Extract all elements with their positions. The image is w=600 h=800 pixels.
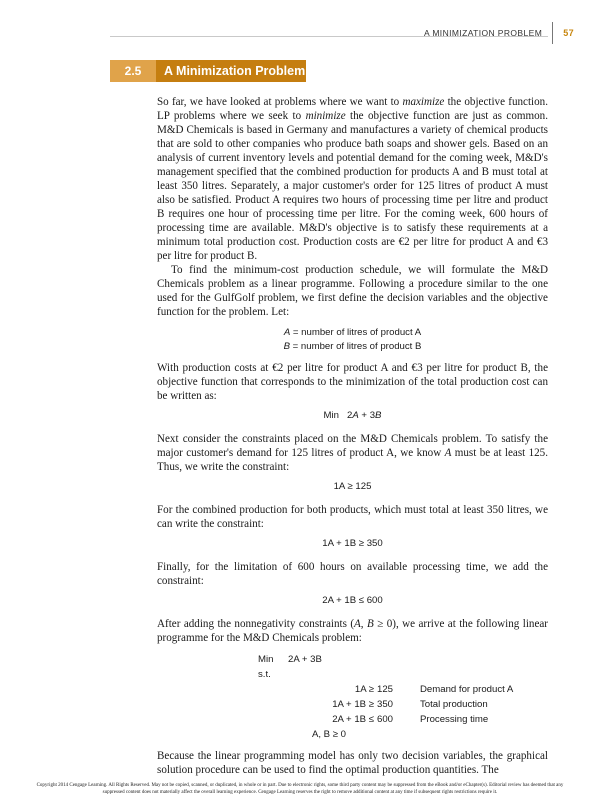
header-divider — [552, 22, 553, 44]
paragraph-graphical: Because the linear programming model has only two decision variables, the graphical solution procedure can be used to find the optimal production quantities. The — [157, 750, 548, 776]
constraint-time: 2A + 1B ≤ 600 — [322, 595, 383, 606]
definition-b: B = number of litres of product B — [283, 341, 422, 352]
definition-a: A = number of litres of product A — [283, 327, 422, 338]
objective-function: Min 2A + 3B — [323, 410, 382, 421]
paragraph-constraint-demand: Next consider the constraints placed on the M&D Chemicals problem. To satisfy the major customer's demand for 125 litres of product A, we know A must be at least 125. Thus, we write the constraint: — [157, 433, 548, 473]
running-header — [424, 22, 574, 44]
model-constraint-row: 2A + 1B ≤ 600 Processing time — [332, 714, 489, 725]
page-number: 57 — [563, 28, 574, 38]
constraint-demand: 1A ≥ 125 — [333, 481, 372, 492]
body-text — [157, 95, 548, 777]
model-nonnegativity: A, B ≥ 0 — [311, 729, 346, 740]
paragraph-formulate: To find the minimum-cost production schedule, we will formulate the M&D Chemicals problem as a linear programme. Following a procedure similar to the one used for the GulfGolf problem, we first define the decision variables and the objective function for the problem. Let: — [157, 264, 548, 318]
constraint-total: 1A + 1B ≥ 350 — [322, 538, 383, 549]
section-heading — [110, 60, 306, 82]
model-st: s.t. — [258, 669, 271, 680]
paragraph-objective: With production costs at €2 per litre for product A and €3 per litre for product B, the objective function that corresponds to the minimization of the total production cost can be written as: — [157, 362, 548, 402]
paragraph-constraint-total: For the combined production for both products, which must total at least 350 litres, we can write the constraint: — [157, 504, 548, 530]
model-constraint-row: 1A + 1B ≥ 350 Total production — [332, 699, 488, 710]
variable-definitions — [157, 326, 548, 354]
lp-model — [258, 652, 548, 742]
header-rule — [110, 36, 548, 37]
model-objective: Min 2A + 3B — [258, 654, 322, 665]
model-constraint-row: 1A ≥ 125 Demand for product A — [354, 684, 514, 695]
running-title: A MINIMIZATION PROBLEM — [423, 28, 543, 38]
paragraph-nonnegativity: After adding the nonnegativity constraints (A, B ≥ 0), we arrive at the following linear programme for the M&D Chemicals problem: — [157, 618, 548, 644]
section-number: 2.5 — [110, 60, 156, 82]
copyright-notice: Copyright 2014 Cengage Learning. All Rights Reserved. May not be copied, scanned, or duplicated, in whole or in part. Due to electronic rights, some third party content may be suppressed from the eBook and/or eChapter(s). Editorial review has deemed that any suppressed content does not materially affect the overall learning experience. Cengage Learning reserves the right to remove additional content at any time if subsequent rights restrictions require it. — [36, 783, 564, 795]
section-title: A Minimization Problem — [156, 60, 306, 82]
paragraph-constraint-time: Finally, for the limitation of 600 hours on available processing time, we add the constraint: — [157, 561, 548, 587]
paragraph-intro: So far, we have looked at problems where we want to maximize the objective function. LP problems where we seek to minimize the objective function are just as common. M&D Chemicals is based in Germany and manufactures a variety of chemical products that are sold to other companies who produce bath soaps and shower gels. Based on an analysis of current inventory levels and potential demand for the coming week, M&D's management specified that the combined production for products A and B must total at least 350 litres. Separately, a major customer's order for 125 litres of product A must also be satisfied. Product A requires two hours of processing time per litre and product B requires one hour of processing time per litre. For the coming week, 600 hours of processing time are available. M&D's objective is to satisfy these requirements at a minimum total production cost. Production costs are €2 per litre for product A and €3 per litre for product B. — [157, 96, 548, 262]
